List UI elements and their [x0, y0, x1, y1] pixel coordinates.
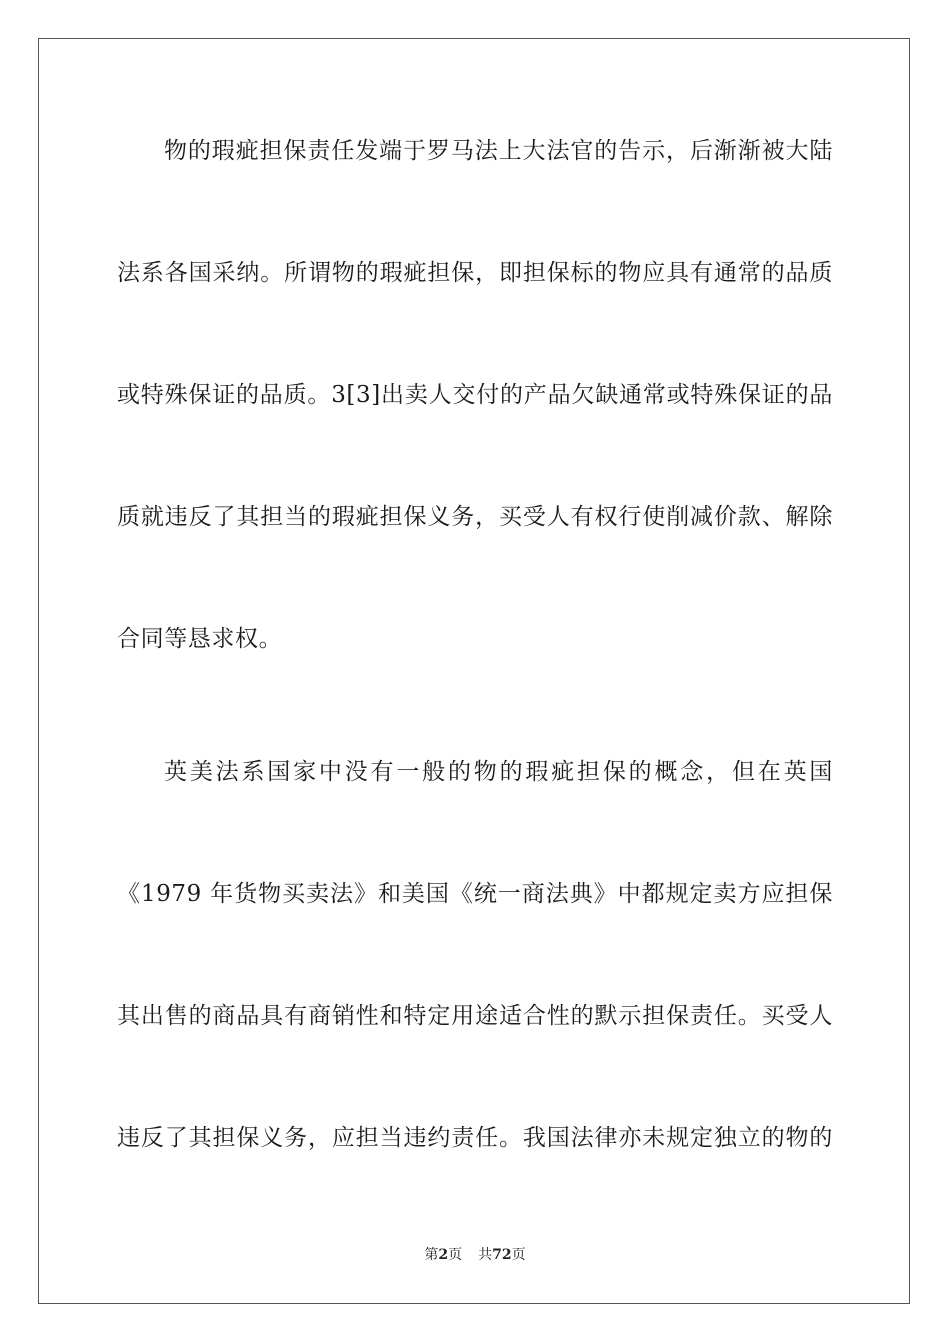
paragraph-2-line-4: 违反了其担保义务，应担当违约责任。我国法律亦未规定独立的物的 [117, 1125, 833, 1151]
paragraph-1-line-3: 或特殊保证的品质。3[3]出卖人交付的产品欠缺通常或特殊保证的品 [117, 382, 833, 408]
page-number: 2 [438, 1247, 449, 1263]
paragraph-2-line-1: 英美法系国家中没有一般的物的瑕疵担保的概念，但在英国 [164, 759, 833, 785]
total-pages: 72 [492, 1247, 512, 1263]
paragraph-1-line-2: 法系各国采纳。所谓物的瑕疵担保，即担保标的物应具有通常的品质 [117, 260, 833, 286]
paragraph-1-line-4: 质就违反了其担当的瑕疵担保义务，买受人有权行使削减价款、解除 [117, 504, 833, 530]
paragraph-2-line-3: 其出售的商品具有商销性和特定用途适合性的默示担保责任。买受人 [117, 1003, 833, 1029]
page-label-suffix: 页 [448, 1247, 463, 1263]
total-label-suffix: 页 [511, 1247, 526, 1263]
paragraph-2-line-2: 《1979 年货物买卖法》和美国《统一商法典》中都规定卖方应担保 [117, 881, 833, 907]
paragraph-1-line-1: 物的瑕疵担保责任发端于罗马法上大法官的告示，后渐渐被大陆 [164, 138, 833, 164]
page-footer [0, 1246, 950, 1264]
page-label-prefix: 第 [424, 1247, 439, 1263]
paragraph-1-line-5: 合同等恳求权。 [117, 626, 283, 652]
total-label-prefix: 共 [478, 1247, 493, 1263]
page-border [38, 38, 910, 1304]
